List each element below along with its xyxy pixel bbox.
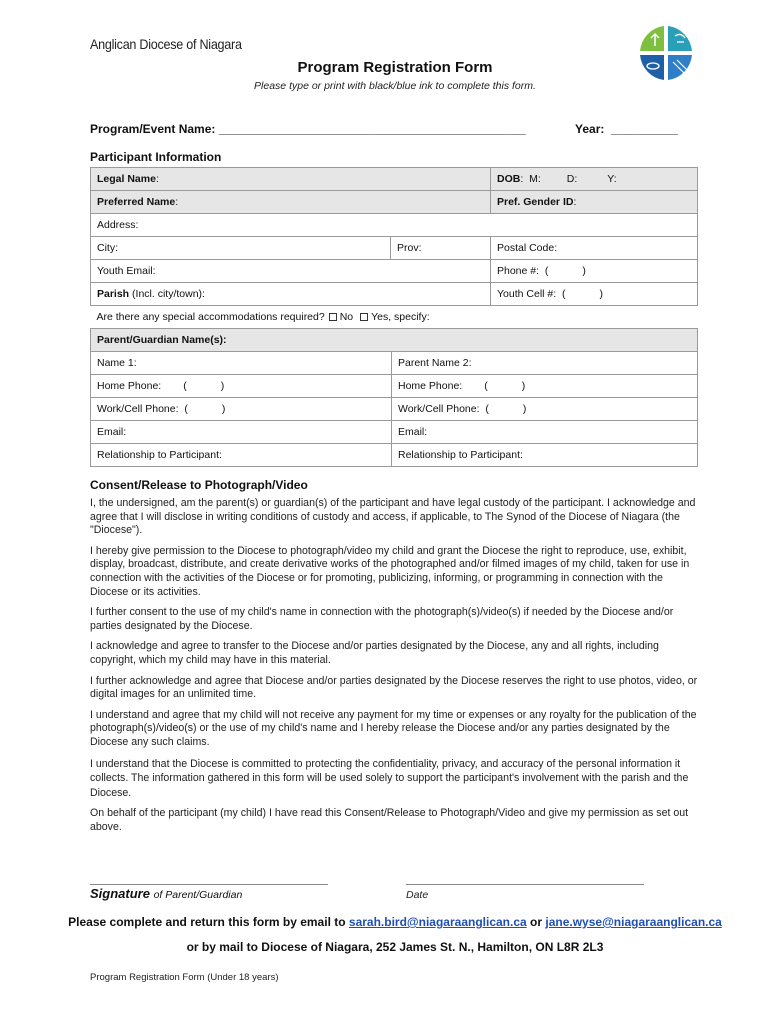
- footer-text: Program Registration Form (Under 18 years): [90, 972, 279, 983]
- parent2-work-phone-label: Work/Cell Phone:: [398, 403, 480, 415]
- province-field[interactable]: [391, 237, 491, 260]
- city-field[interactable]: [91, 237, 391, 260]
- city-label: City:: [97, 242, 118, 254]
- form-instructions: Please type or print with black/blue ink to complete this form.: [254, 80, 536, 92]
- organization-name: Anglican Diocese of Niagara: [90, 36, 242, 52]
- consent-paragraph: I, the undersigned, am the parent(s) or guardian(s) of the participant and have legal custody of the participant. I acknowledge and agree that I will disclose in writing conditions of custody and access, if applicable, to The Synod of the Diocese of Niagara (the "Diocese").: [90, 497, 696, 537]
- parents-heading: Parent/Guardian Name(s):: [97, 334, 227, 346]
- dob-month: M:: [529, 173, 541, 185]
- parish-label: Parish: [97, 288, 130, 300]
- gender-label: Pref. Gender ID: [497, 196, 574, 208]
- participant-heading: Participant Information: [90, 150, 222, 164]
- consent-paragraph: I acknowledge and agree to transfer to the Diocese and/or parties designated by the Diocese, any and all rights, including copyright, which my child may have in this material.: [90, 640, 659, 666]
- phone-label: Phone #:: [497, 265, 540, 277]
- email-link-jane[interactable]: jane.wyse@niagaraanglican.ca: [545, 915, 722, 929]
- return-instructions: [0, 915, 770, 929]
- signature-sublabel: of Parent/Guardian: [153, 889, 243, 901]
- signature-line[interactable]: [90, 884, 328, 885]
- accommodations-question: Are there any special accommodations required?: [96, 311, 325, 323]
- dob-field[interactable]: DOB: M: D: Y:: [491, 168, 698, 191]
- yes-checkbox[interactable]: [360, 313, 368, 321]
- parent1-name-label: Name 1:: [97, 357, 137, 369]
- parent1-relationship-field[interactable]: [91, 444, 392, 467]
- consent-paragraph: I further consent to the use of my child's name in connection with the photograph(s)/video(s) if needed by the Diocese and/or parties designated by the Diocese.: [90, 606, 674, 632]
- parents-table: [90, 351, 698, 467]
- consent-paragraph: On behalf of the participant (my child) I have read this Consent/Release to Photograph/Video and give my permission as set out above.: [90, 807, 689, 833]
- dob-label: DOB: [497, 173, 521, 185]
- youth-email-field[interactable]: [91, 260, 491, 283]
- parents-heading-row: [91, 329, 698, 352]
- parent1-email-label: Email:: [97, 426, 127, 438]
- preferred-name-field[interactable]: Preferred Name:: [91, 191, 491, 214]
- program-name-field[interactable]: [90, 122, 526, 136]
- postal-code-field[interactable]: [491, 237, 698, 260]
- address-label: Address:: [97, 219, 139, 231]
- participant-table: [90, 167, 698, 352]
- dob-day: D:: [566, 173, 578, 185]
- return-prefix: Please complete and return this form by email to: [68, 915, 346, 929]
- accommodations-row: [91, 306, 698, 329]
- youth-cell-label: Youth Cell #:: [497, 288, 557, 300]
- preferred-name-label: Preferred Name: [97, 196, 176, 208]
- youth-email-label: Youth Email:: [97, 265, 156, 277]
- parent2-home-phone-label: Home Phone:: [398, 380, 463, 392]
- year-label: Year:: [575, 122, 605, 136]
- consent-text: [90, 497, 700, 841]
- parish-label-detail: (Incl. city/town):: [132, 288, 205, 300]
- parent1-name-field[interactable]: [91, 352, 392, 375]
- parent2-name-label: Parent Name 2:: [398, 357, 472, 369]
- return-or: or: [530, 915, 543, 929]
- parent2-email-field[interactable]: [392, 421, 698, 444]
- parent1-relationship-label: Relationship to Participant:: [97, 449, 222, 461]
- parent1-home-phone-label: Home Phone:: [97, 380, 162, 392]
- email-link-sarah[interactable]: sarah.bird@niagaraanglican.ca: [348, 915, 527, 929]
- yes-label: Yes, specify:: [371, 311, 430, 323]
- youth-cell-field[interactable]: Youth Cell #: ( ): [491, 283, 698, 306]
- parent1-email-field[interactable]: [91, 421, 392, 444]
- postal-code-label: Postal Code:: [497, 242, 558, 254]
- year-field[interactable]: [575, 122, 678, 136]
- mail-instructions: or by mail to Diocese of Niagara, 252 James St. N., Hamilton, ON L8R 2L3: [186, 940, 604, 954]
- signature-caption: [90, 886, 242, 901]
- parent2-work-phone-field[interactable]: Work/Cell Phone: ( ): [392, 398, 698, 421]
- year-blank[interactable]: __________: [611, 122, 678, 136]
- legal-name-label: Legal Name: [97, 173, 156, 185]
- parent1-home-phone-field[interactable]: Home Phone: ( ): [91, 375, 392, 398]
- no-label: No: [339, 311, 354, 323]
- consent-heading: Consent/Release to Photograph/Video: [90, 478, 308, 492]
- no-checkbox[interactable]: [329, 313, 337, 321]
- form-title: Program Registration Form: [297, 59, 493, 76]
- legal-name-field[interactable]: Legal Name:: [91, 168, 491, 191]
- parent1-work-phone-field[interactable]: Work/Cell Phone: ( ): [91, 398, 392, 421]
- gender-field[interactable]: Pref. Gender ID:: [491, 191, 698, 214]
- consent-paragraph: I understand and agree that my child will not receive any payment for my time or expenses or any royalty for the publication of the photograph(s)/video(s) or the use of my child's name and I hereby release the Diocese and/or any parties designated by the Diocese any such claims.: [90, 708, 697, 748]
- dob-year: Y:: [607, 173, 617, 185]
- program-name-blank[interactable]: ______________________________________________: [218, 122, 526, 136]
- consent-paragraph: I understand that the Diocese is committed to protecting the confidentiality, privacy, and accuracy of the personal information it collects. The information gathered in this form will be used solely to support the participant's involvement with the parish and the Diocese.: [90, 757, 689, 799]
- parish-field[interactable]: [91, 283, 491, 306]
- parent2-name-field[interactable]: [392, 352, 698, 375]
- date-label: Date: [406, 889, 429, 901]
- parent2-home-phone-field[interactable]: Home Phone: ( ): [392, 375, 698, 398]
- date-line[interactable]: [406, 884, 644, 885]
- parent2-email-label: Email:: [398, 426, 428, 438]
- province-label: Prov:: [397, 242, 422, 254]
- parent1-work-phone-label: Work/Cell Phone:: [97, 403, 179, 415]
- address-field[interactable]: [91, 214, 698, 237]
- parent2-relationship-label: Relationship to Participant:: [398, 449, 523, 461]
- phone-field[interactable]: Phone #: ( ): [491, 260, 698, 283]
- program-name-label: Program/Event Name:: [90, 122, 216, 136]
- consent-paragraph: I hereby give permission to the Diocese to photograph/video my child and grant the Diocese the right to reproduce, use, exhibit, display, broadcast, distribute, and create derivative works of the photographed and/or filmed images of my child, taken for use in connection with the activities of the Diocese or for promoting, publicizing, informing, or programming in connection with the Diocese or its activities.: [90, 544, 690, 598]
- diocese-logo: [639, 24, 693, 82]
- consent-paragraph: I further acknowledge and agree that Diocese and/or parties designated by the Diocese reserves the right to use photos, video, or digital images for an unlimited time.: [90, 674, 698, 701]
- parent2-relationship-field[interactable]: [392, 444, 698, 467]
- signature-label: Signature: [90, 886, 150, 901]
